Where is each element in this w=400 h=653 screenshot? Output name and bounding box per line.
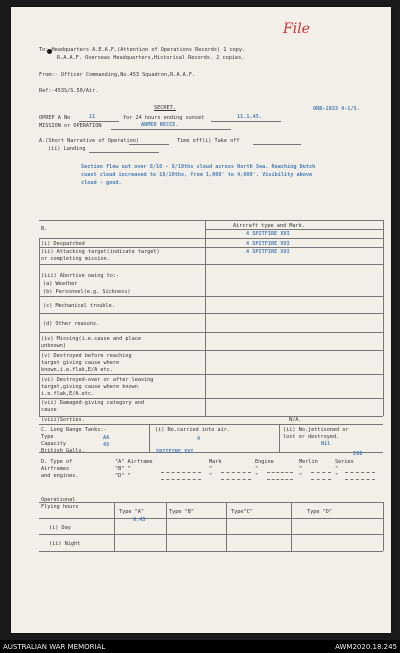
jettisoned-label-2: lost or destroyed. (283, 434, 340, 440)
takeoff-label: Time off(i) Take off (177, 138, 240, 144)
aircraft-value: 4 SPITFIRE XVI (246, 231, 290, 237)
footer-item-id: AWM2020.18.245 (335, 643, 397, 651)
row-despatched: (i) Despatched (41, 241, 85, 247)
merlin-value: 266 (353, 451, 363, 457)
ditto-engine: " (255, 466, 259, 472)
from-line: From:- Officer Commanding,No.453 Squadron,R.A.A.F. (39, 72, 196, 78)
despatched-value: 4 SPITFIRE XVI (246, 241, 290, 247)
ditto-merlin-2: " (299, 473, 303, 479)
footer-archive-name: AUSTRALIAN WAR MEMORIAL (3, 643, 106, 651)
series-label: Series (335, 459, 354, 465)
row-sorties: (viii)Sorties. (41, 417, 85, 423)
ref-stamp: ORB-1033 4-1/5. (313, 106, 360, 112)
row-other: (d) Other reasons. (43, 321, 100, 327)
ditto-mark-2: " (209, 473, 213, 479)
row-mechanical: (c) Mechanical trouble. (43, 303, 115, 309)
tank-capacity-value: 45 (103, 442, 110, 448)
row-destroyed-before: (v) Destroyed before reaching (41, 353, 132, 359)
airframe-a-label: "A" Airframe (115, 459, 153, 465)
row-destroyed-before-2: target giving cause where (41, 360, 120, 366)
report-date: 11.1.45. (237, 114, 262, 120)
section-d-airframes: Airframes (41, 466, 70, 472)
airframe-b-label: "B" " (115, 466, 131, 472)
row-weather: (a) Weather (43, 281, 78, 287)
section-c-type: Type (41, 434, 54, 440)
row-destroyed-after-2: target,giving cause where known (41, 384, 138, 390)
section-b-label: B. (41, 226, 48, 232)
narrative-label: A.(Short Narrative of Operation) (39, 138, 139, 144)
row-damaged-2: cause (41, 407, 57, 413)
section-d-label: D. Type of (41, 459, 73, 465)
jettisoned-value: Nil (321, 441, 331, 447)
engine-label: Engine (255, 459, 274, 465)
type-a-header: Type "A" (119, 509, 144, 515)
ditto-engine-2: " (255, 473, 259, 479)
mark-label: Mark (209, 459, 222, 465)
mission-label: MISSION or OPERATION (39, 123, 102, 129)
type-b-header: Type "B" (169, 509, 194, 515)
landing-label: (ii) Landing (48, 146, 86, 152)
archive-footer (0, 640, 400, 653)
mission-value: ARMED RECCE. (141, 122, 179, 128)
day-value: 6.45 (133, 517, 146, 523)
hours-label: for 24 hours ending sunset (123, 115, 205, 121)
airframe-d-label: "D" " (115, 473, 131, 479)
row-abortive: (iii) Abortive owing to:- (41, 273, 120, 279)
ref-line: Ref:-453S/S.50/Air. (39, 88, 99, 94)
row-destroyed-after-3: i.e.flak,E/A.etc. (41, 391, 95, 397)
tank-type-value: AA (103, 435, 110, 441)
document-page (11, 7, 391, 633)
merlin-label: Merlin (299, 459, 318, 465)
row-attacking-2: or completing mission. (41, 256, 110, 262)
jettisoned-label: (ii) No.jettisoned or (283, 427, 349, 433)
day-label: (i) Day (49, 525, 71, 531)
ditto-series-2: " (335, 473, 339, 479)
type-c-header: Type"C" (231, 509, 253, 515)
section-c-galls: British Galls. (41, 448, 85, 454)
to-line-1: To: Headquarters A.E.A.F.(Attention of Operations Records) 1 copy. (39, 47, 246, 53)
narrative-text-2: coast cloud increased to 10/10ths, from 1,000' to 4,000'. Visibility above (81, 172, 313, 178)
carried-label: (i) No.carried into air. (155, 427, 230, 433)
row-personnel: (b) Personnel(e.g. Sickness) (43, 289, 131, 295)
aircraft-header: Aircraft type and Mark. (233, 223, 305, 229)
opsrep-label: OPREP A No (39, 115, 71, 121)
row-destroyed-after: (vi) Destroyed-over or after leaving (41, 377, 154, 383)
ditto-merlin: " (299, 466, 303, 472)
narrative-text-1: Section flew out over 6/10 - 8/10ths cloud across North Sea. Reaching Dutch (81, 164, 316, 170)
sorties-value: N/A. (289, 417, 302, 423)
row-missing: (iv) Missing(i.e.cause and place (41, 336, 141, 342)
attacking-value: 4 SPITFIRE XVI (246, 249, 290, 255)
aircraft-type-c: SPITFIRE XVI (156, 449, 194, 455)
type-d-header: Type "D" (307, 509, 332, 515)
flying-hours-title-2: Flying hours (41, 504, 79, 510)
night-label: (ii) Night (49, 541, 81, 547)
row-attacking: (ii) Attacking target(indicate target) (41, 249, 160, 255)
to-line-2: R.A.A.F. Overseas Headquarters,Historical Records. 2 copies. (57, 55, 245, 61)
opsrep-number: 11 (89, 114, 96, 120)
file-stamp: File (283, 21, 310, 37)
section-c-capacity: Capacity (41, 441, 66, 447)
section-d-engines: and engines. (41, 473, 79, 479)
secret-heading: SECRET. (154, 105, 176, 111)
flying-hours-title: Operational (41, 497, 76, 503)
row-missing-2: unknown) (41, 343, 66, 349)
row-destroyed-before-3: known,i.e.flak,E/A etc. (41, 367, 113, 373)
carried-value: 4 (197, 436, 201, 442)
narrative-text-3: cloud - good. (81, 180, 122, 186)
ditto-series: " (335, 466, 339, 472)
section-c-label: C. Long Range Tanks:- (41, 427, 107, 433)
ditto-mark: " (209, 466, 213, 472)
row-damaged: (vii) Damaged-giving category and (41, 400, 145, 406)
